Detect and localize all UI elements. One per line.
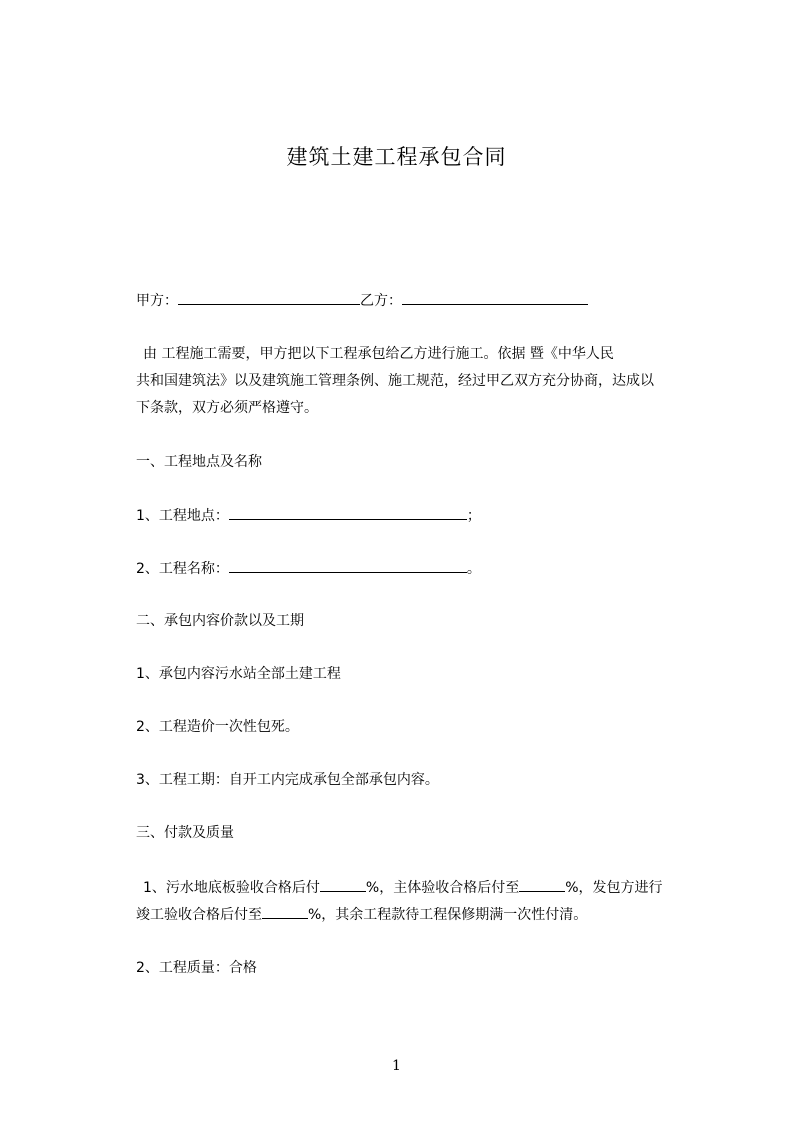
- duration-item: 3、工程工期：自开工内完成承包全部承包内容。: [136, 772, 439, 788]
- site-location-line: [136, 505, 481, 526]
- section1-heading: 一、工程地点及名称: [136, 454, 262, 470]
- scope-item: 1、承包内容污水站全部土建工程: [136, 666, 341, 682]
- site-location-end: ；: [466, 508, 481, 524]
- intro-line-1: 由 工程施工需要，甲方把以下工程承包给乙方进行施工。依据 暨《中华人民: [143, 346, 614, 362]
- payment-pct-3-blank[interactable]: [262, 904, 308, 919]
- site-location-blank[interactable]: [229, 505, 467, 520]
- cost-item: 2、工程造价一次性包死。: [136, 719, 299, 735]
- payment-line-1: [143, 877, 663, 898]
- page-number: 1: [392, 1058, 401, 1074]
- project-name-blank[interactable]: [229, 558, 467, 573]
- document-title: 建筑土建工程承包合同: [286, 145, 507, 169]
- site-location-label: 1、工程地点：: [136, 508, 229, 524]
- project-name-line: [136, 558, 481, 579]
- payment-pct-2-blank[interactable]: [519, 877, 565, 892]
- intro-line-3: 下条款，双方必须严格遵守。: [136, 400, 318, 416]
- payment-pct-1-blank[interactable]: [320, 877, 366, 892]
- payment-line1-part-c: %，发包方进行: [565, 880, 663, 896]
- project-name-label: 2、工程名称：: [136, 561, 229, 577]
- party-b-label: 乙方：: [360, 293, 402, 309]
- section2-heading: 二、承包内容价款以及工期: [136, 613, 304, 629]
- payment-line1-part-a: 1、污水地底板验收合格后付: [143, 880, 320, 896]
- party-b-blank[interactable]: [402, 290, 588, 305]
- parties-line: [136, 290, 588, 311]
- party-a-blank[interactable]: [178, 290, 360, 305]
- payment-line2-part-b: %，其余工程款待工程保修期满一次性付清。: [308, 907, 588, 923]
- quality-item: 2、工程质量：合格: [136, 960, 257, 976]
- intro-line-2: 共和国建筑法》以及建筑施工管理条例、施工规范，经过甲乙双方充分协商，达成以: [136, 373, 654, 389]
- section3-heading: 三、付款及质量: [136, 825, 234, 841]
- payment-line2-part-a: 竣工验收合格后付至: [136, 907, 262, 923]
- payment-line1-part-b: %，主体验收合格后付至: [365, 880, 520, 896]
- payment-line-2: [136, 904, 587, 925]
- project-name-end: 。: [466, 561, 481, 577]
- party-a-label: 甲方：: [136, 293, 178, 309]
